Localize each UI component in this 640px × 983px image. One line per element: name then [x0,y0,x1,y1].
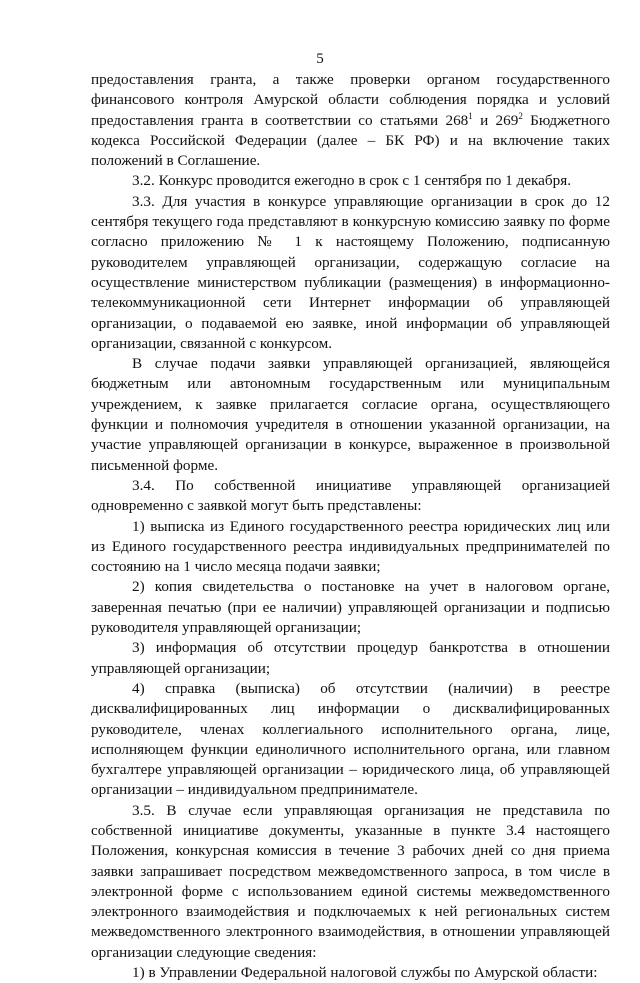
paragraph-3-2: 3.2. Конкурс проводится ежегодно в срок с 1 сентября по 1 декабря. [132,172,572,190]
paragraph-3-5: 3.5. В случае если управляющая организация не представила по собственной инициативе документы, указанные в пункте 3.4 настоящего Положения, конкурсная комиссия в течение 3 рабочих дней со дня приема заявки запрашивает посредством межведомственного запроса, в том числе в электронной форме с использованием единой системы межведомственного электронного взаимодействия и подключаемых к ней региональных систем межведомственного электронного взаимодействия, в отношении управляющей организации следующие сведения: [91,801,610,961]
paragraph-continuation [91,70,610,171]
paragraph-3-3-budget-institutions: В случае подачи заявки управляющей организацией, являющейся бюджетным или автономным государственным или муниципальным учреждением, к заявке прилагается согласие органа, осуществляющего функции и полномочия учредителя в отношении указанной организации, на участие управляющей организации в конкурсе, выраженное в произвольной письменной форме. [91,355,610,474]
list-item-3: 3) информация об отсутствии процедур банкротства в отношении управляющей организации; [91,639,610,677]
paragraph-text: предоставления гранта, а также проверки органом государственного финансового контроля Амурской области соблюдения порядка и условий предоставления гранта в соответствии со статьями 268 [91,71,610,129]
footnote-superscript: 2 [518,110,523,121]
list-item-2: 2) копия свидетельства о постановке на учет в налоговом органе, заверенная печатью (при ее наличии) управляющей организации и подписью руководителя управляющей организации; [91,578,610,637]
footnote-superscript: 1 [468,110,473,121]
list-item-tax-service: 1) в Управлении Федеральной налоговой службы по Амурской области: [132,964,598,982]
paragraph-text: Бюджетного кодекса Российской Федерации (далее – БК РФ) и на включение таких положений в Соглашение. [91,111,610,170]
list-item-1: 1) выписка из Единого государственного реестра юридических лиц или из Единого государственного реестра индивидуальных предпринимателей по состоянию на 1 число месяца подачи заявки; [91,517,610,576]
paragraph-3-3: 3.3. Для участия в конкурсе управляющие организации в срок до 12 сентября текущего года представляют в конкурсную комиссию заявку по форме согласно приложению № 1 к настоящему Положению, подписанную руководителем управляющей организации, содержащую согласие на осуществление министерством публикации (размещения) в информационно-телекоммуникационной сети Интернет информации об управляющей организации, о подаваемой ею заявке, иной информации об управляющей организации, связанной с конкурсом. [91,192,610,352]
paragraph-text: и 269 [472,111,519,129]
document-body [91,70,610,983]
list-item-4: 4) справка (выписка) об отсутствии (наличии) в реестре дисквалифицированных лиц информации о дисквалифицированных руководителе, членах коллегиального исполнительного органа, лице, исполняющем функции единоличного исполнительного органа, или главном бухгалтере управляющей организации – юридического лица, об управляющей организации – индивидуальном предпринимателе. [91,679,610,799]
paragraph-3-4: 3.4. По собственной инициативе управляющей организацией одновременно с заявкой могут быть представлены: [91,476,610,515]
page-number: 5 [316,51,324,67]
